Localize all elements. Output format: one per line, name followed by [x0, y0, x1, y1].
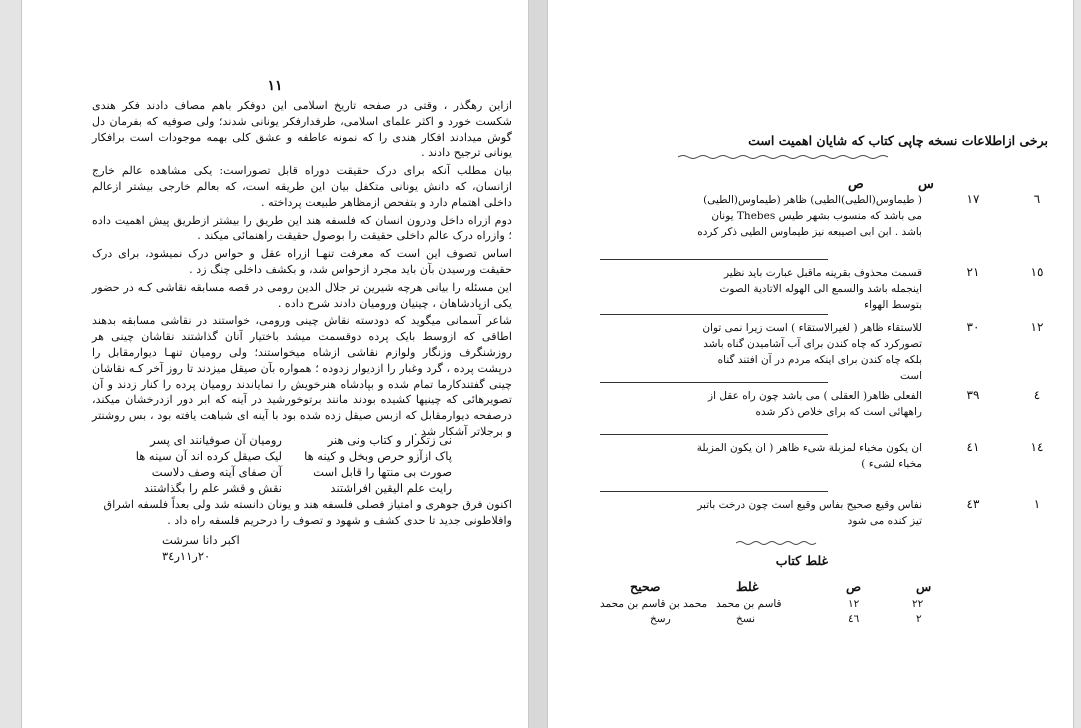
hemistich-left: نقش و قشر علم را بگذاشتند: [143, 481, 282, 495]
poem-verse: [122, 480, 452, 496]
errata-correct: محمد بن قاسم بن محمد: [600, 598, 708, 610]
signature-block: [162, 532, 362, 564]
viewer-background-right: [1073, 0, 1081, 728]
signature-date: ٢٠ر١١ر٣٤: [162, 549, 211, 563]
errata-header-wrong: غلط: [736, 579, 759, 594]
page-ref: ٤٣: [966, 497, 980, 511]
line-number: ١٢: [1030, 320, 1044, 334]
row-divider: [600, 314, 828, 315]
line-number: ١٥: [1030, 265, 1044, 279]
hemistich-left: رومیان آن صوفیانند ای پسر: [150, 433, 282, 447]
page-title: برخی ازاطلاعات نسخه چاپی کتاب که شایان اهمیت است: [748, 133, 1048, 148]
poem-verse: [122, 464, 452, 480]
errata-header-page: ص: [846, 579, 862, 594]
hemistich-right: نی زتکرار و کتاب ونی هنر: [327, 433, 452, 447]
errata-line: ٢: [916, 613, 922, 625]
page-ref: ٢١: [966, 265, 980, 279]
row-divider: [600, 382, 828, 383]
row-divider: [600, 491, 828, 492]
errata-correct: رسخ: [650, 613, 671, 625]
page-ref: ٣٠: [966, 320, 980, 334]
hemistich-right: رایت علم الیقین افراشتند: [330, 481, 452, 495]
errata-wrong: قاسم بن محمد: [716, 598, 782, 610]
note-text: قسمت محذوف بقرینه ماقبل عبارت باید نظیر اینجمله باشد والسمع الی الهوله الاتادیة الصوت بتوسط الهواء: [719, 267, 922, 311]
errata-header-correct: صحیح: [630, 579, 661, 594]
poem: [122, 432, 452, 496]
line-number: ٤: [1033, 388, 1041, 402]
row-divider: [600, 434, 828, 435]
errata-header-line: س: [916, 579, 932, 594]
note-text: الفعلی ظاهر( العقلی ) می باشد چون راه عقل از راههائی است که برای خلاص ذکر شده: [708, 390, 922, 418]
note-text: للاستقاء ظاهر ( لغیرالاستقاء ) است زیرا نمی توان تصورکرد که چاه کندن برای آب آشامیدن گناه باشد بلکه چاه کندن برای اینکه مردم در آن افتند گناه است: [702, 322, 922, 382]
line-number: ١: [1033, 497, 1041, 511]
line-number: ٦: [1033, 192, 1041, 206]
viewer-page-gap: [528, 0, 548, 728]
page-ref: ٣٩: [966, 388, 980, 402]
page-ref: ٤١: [966, 440, 980, 454]
errata-title: غلط کتاب: [775, 553, 828, 568]
line-number: ١٤: [1030, 440, 1044, 454]
note-row: [600, 320, 1050, 390]
hemistich-left: آن صفای آینه وصف دلاست: [151, 465, 282, 479]
hemistich-right: صورت بی منتها را قابل است: [313, 465, 452, 479]
closing-paragraph: اکنون فرق جوهری و امتیاز فصلی فلسفه هند و یونان دانسته شد ولی بعداً فلسفه اشراق وافلاطونی جدید تا حدی کشف و شهود و تصوف را درحریم فلسفه راه داد .: [103, 498, 512, 527]
wavy-divider: [678, 154, 888, 160]
left-body-text: [92, 98, 512, 442]
poem-verse: [122, 448, 452, 464]
signature-name: اکبر دانا سرشت: [162, 533, 240, 547]
page-ref: ١٧: [966, 192, 980, 206]
column-header-line: س: [918, 177, 934, 192]
hemistich-right: پاک ازآزو حرص وبخل و کینه ها: [304, 449, 452, 463]
paragraph: بیان مطلب آنکه برای درک حقیقت دوراه قابل تصوراست: یکی مشاهده عالم خارج ازانسان، که دانش یونانی متکفل بیان این طریقه است، که بعالم خارجی بیشتر ازعالم داخلی اهتمام دارد و بتفحص ازمظاهر طبیعت پرداخته .: [92, 164, 512, 209]
viewer-background-left: [0, 0, 22, 728]
row-divider: [600, 259, 828, 260]
poem-verse: [122, 432, 452, 448]
note-row: [600, 192, 1050, 262]
right-page: [548, 0, 1073, 728]
note-text: ان یکون مخباء لمزبلة شیء ظاهر ( ان یکون المزبلة مخباء لشیء ): [696, 442, 922, 470]
errata-page: ٤٦: [848, 613, 860, 625]
page-number: ١١: [267, 78, 283, 94]
hemistich-left: لیک صیقل کرده اند آن سینه ها: [135, 449, 282, 463]
left-page: [22, 0, 528, 728]
paragraph: این مسئله را بیانی هرچه شیرین تر جلال الدین رومی در قصه مسابقه نقاشی کـه در حضور یکی ازپادشاهان ، چینیان ورومیان دادند شرح داده .: [92, 280, 512, 310]
note-text: ( طیماوس(الطیی)الطیی) ظاهر (طیماوس(الطیی) می باشد که منسوب بشهر طیس Thebes یونان باشد . ابن ابی اصیبعه نیز طیماوس الطیی ذکر کرده: [697, 194, 922, 238]
errata-page: ١٢: [848, 598, 860, 610]
paragraph: دوم ازراه داخل ودرون انسان که فلسفه هند این طریق را بیشتر ازطریق پیش اهمیت داده ؛ وازراه درک عالم داخلی حقیقت را بوصول حقیقت راهنمائی میکند .: [92, 213, 512, 243]
column-header-page: ص: [848, 177, 864, 192]
note-text: نفاس وقیع صحیح بفاس وقیع است چون درخت باتبر تیز کنده می شود: [697, 499, 922, 527]
paragraph: اساس تصوف این است که معرفت تنهـا ازراه عقل و حواس درک نمیشود، برای درک حقیقت ورسیدن بآن باید مجرد ازحواس شد، و بکشف داخلی چنگ زد .: [92, 247, 512, 276]
errata-line: ٢٢: [912, 598, 924, 610]
errata-wrong: نسخ: [736, 613, 756, 625]
paragraph: شاعر آسمانی میگوید که دودسته نقاش چینی ورومی، خواستند در نقاشی مسابقه بدهند اطاقی که ازوسط بایک پرده دوقسمت میشد باختیار آنان گذاشتند نقاشان چینی هر روزشنگرف وزنگار ولوازم نقاشی ازشاه میخواستند؛ ولی رومیان تنهـا دیوارمقابل را درپشت پرده ، گرد وغبار را ازدیوار زدوده ؛ همواره بآن صیقل میزدند تا روز آخر کـه نقاشان چینی گفتندکارما تمام شده و بپادشاه هنرخویش را نمایاندند رومیان پرده را کنار زدند و آن تصویرهائی که چینیها کشیده بودند مانند برتوخورشید در آینه که ابر دور ازدرخشان میکند، درصفحه دیوارمقابل که ازبس صیقل زده شده بود با آینه ای شباهت یافته بود ، بس روشنتر و برجلاتر آشکار شد .: [92, 314, 512, 438]
paragraph: ازاین رهگذر ، وقتی در صفحه تاریخ اسلامی این دوفکر باهم مصاف دادند فکر هندی شکست خورد و اکثر علمای اسلامی، طرفدارفکر یونانی شدند؛ ولی صوفیه که بفرمان دل گوش میدادند افکار هندی را که نمونه عاطفه و عشق کلی بهمه موجودات است برافکار یونانی ترجیح دادند .: [92, 99, 512, 160]
wavy-divider: [736, 540, 818, 546]
